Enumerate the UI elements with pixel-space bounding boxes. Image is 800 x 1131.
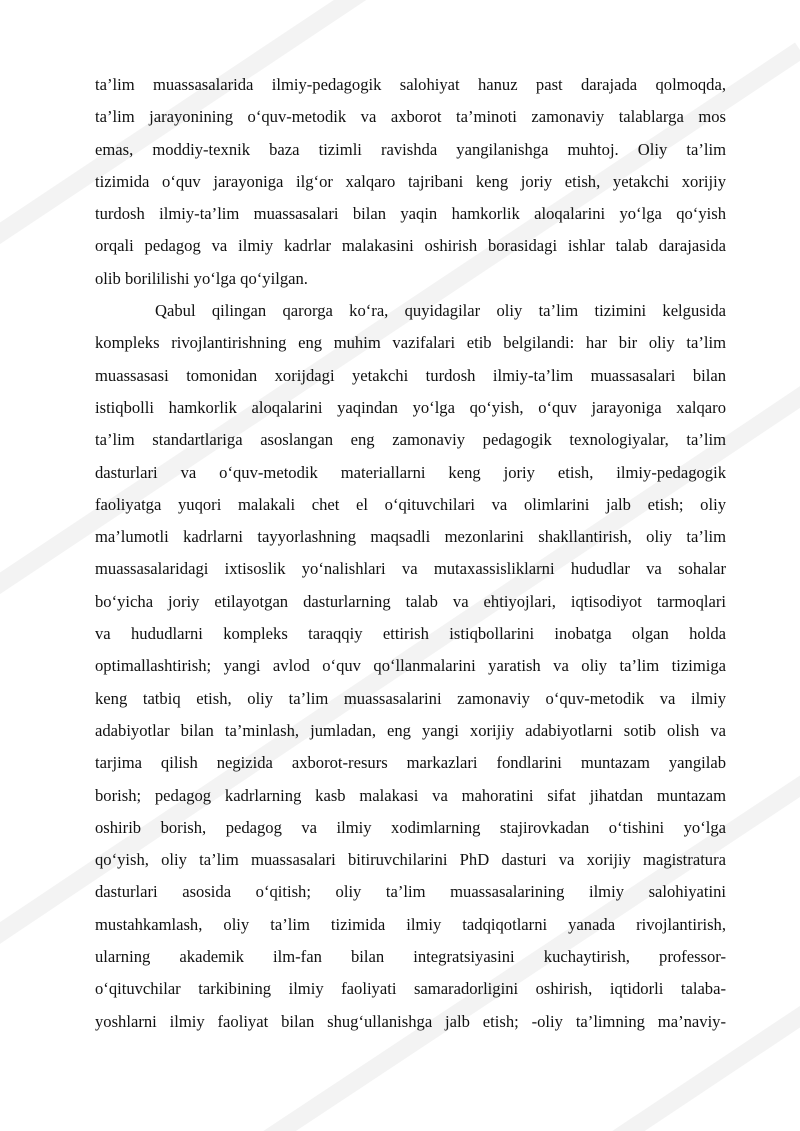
text-line: mustahkamlash, oliy ta’lim tizimida ilmiy tadqiqotlarni yanada rivojlantirish, [95,914,726,934]
body-text [95,69,726,1038]
text-line: optimallashtirish; yangi avlod o‘quv qo‘llanmalarini yaratish va oliy ta’lim tizimiga [95,656,726,676]
text-line: qo‘yish, oliy ta’lim muassasalari bitiruvchilarini PhD dasturi va xorijiy magistratura [95,850,726,870]
text-line: ularning akademik ilm-fan bilan integratsiyasini kuchaytirish, professor- [95,947,726,967]
text-line: yoshlarni ilmiy faoliyat bilan shug‘ullanishga jalb etish; -oliy ta’limning ma’naviy- [95,1011,726,1031]
text-line: orqali pedagog va ilmiy kadrlar malakasini oshirish borasidagi ishlar talab darajasida [95,236,726,256]
paragraph-first-line: Qabul qilingan qarorga ko‘ra, quyidagilar oliy ta’lim tizimini kelgusida [155,301,726,321]
text-line: borish; pedagog kadrlarning kasb malakasi va mahoratini sifat jihatdan muntazam [95,785,726,805]
text-line: va hududlarni kompleks taraqqiy ettirish istiqbollarini inobatga olgan holda [95,624,726,644]
text-line: muassasalaridagi ixtisoslik yo‘nalishlari va mutaxassisliklarni hududlar va sohalar [95,559,726,579]
text-line: adabiyotlar bilan ta’minlash, jumladan, eng yangi xorijiy adabiyotlarni sotib olish va [95,720,726,740]
text-line: ta’lim standartlariga asoslangan eng zamonaviy pedagogik texnologiyalar, ta’lim [95,430,726,450]
text-line: tizimida o‘quv jarayoniga ilg‘or xalqaro tajribani keng joriy etish, yetakchi xorijiy [95,171,726,191]
text-line: ma’lumotli kadrlarni tayyorlashning maqsadli mezonlarini shakllantirish, oliy ta’lim [95,527,726,547]
text-line: tarjima qilish negizida axborot-resurs markazlari fondlarini muntazam yangilab [95,753,726,773]
text-line: istiqbolli hamkorlik aloqalarini yaqindan yo‘lga qo‘yish, o‘quv jarayoniga xalqaro [95,397,726,417]
text-line: emas, moddiy-texnik baza tizimli ravishda yangilanishga muhtoj. Oliy ta’lim [95,139,726,159]
text-line: ta’lim muassasalarida ilmiy-pedagogik salohiyat hanuz past darajada qolmoqda, [95,75,726,94]
text-line: muassasasi tomonidan xorijdagi yetakchi turdosh ilmiy-ta’lim muassasalari bilan [95,365,726,385]
text-line: bo‘yicha joriy etilayotgan dasturlarning talab va ehtiyojlari, iqtisodiyot tarmoqlari [95,591,726,611]
text-line: dasturlari va o‘quv-metodik materiallarni keng joriy etish, ilmiy-pedagogik [95,462,726,482]
text-line: ta’lim jarayonining o‘quv-metodik va axborot ta’minoti zamonaviy talablarga mos [95,107,726,127]
text-line: oshirib borish, pedagog va ilmiy xodimlarning stajirovkadan o‘tishini yo‘lga [95,817,726,837]
text-line: olib borililishi yo‘lga qo‘yilgan. [95,268,308,288]
text-line: kompleks rivojlantirishning eng muhim vazifalari etib belgilandi: har bir oliy ta’lim [95,333,726,353]
text-line: dasturlari asosida o‘qitish; oliy ta’lim muassasalarining ilmiy salohiyatini [95,882,726,902]
text-line: keng tatbiq etish, oliy ta’lim muassasalarini zamonaviy o‘quv-metodik va ilmiy [95,688,726,708]
text-line: faoliyatga yuqori malakali chet el o‘qituvchilari va olimlarini jalb etish; oliy [95,494,726,514]
text-line: turdosh ilmiy-ta’lim muassasalari bilan yaqin hamkorlik aloqalarini yo‘lga qo‘yish [95,204,726,224]
text-line: o‘qituvchilar tarkibining ilmiy faoliyati samaradorligini oshirish, iqtidorli talaba- [95,979,726,999]
